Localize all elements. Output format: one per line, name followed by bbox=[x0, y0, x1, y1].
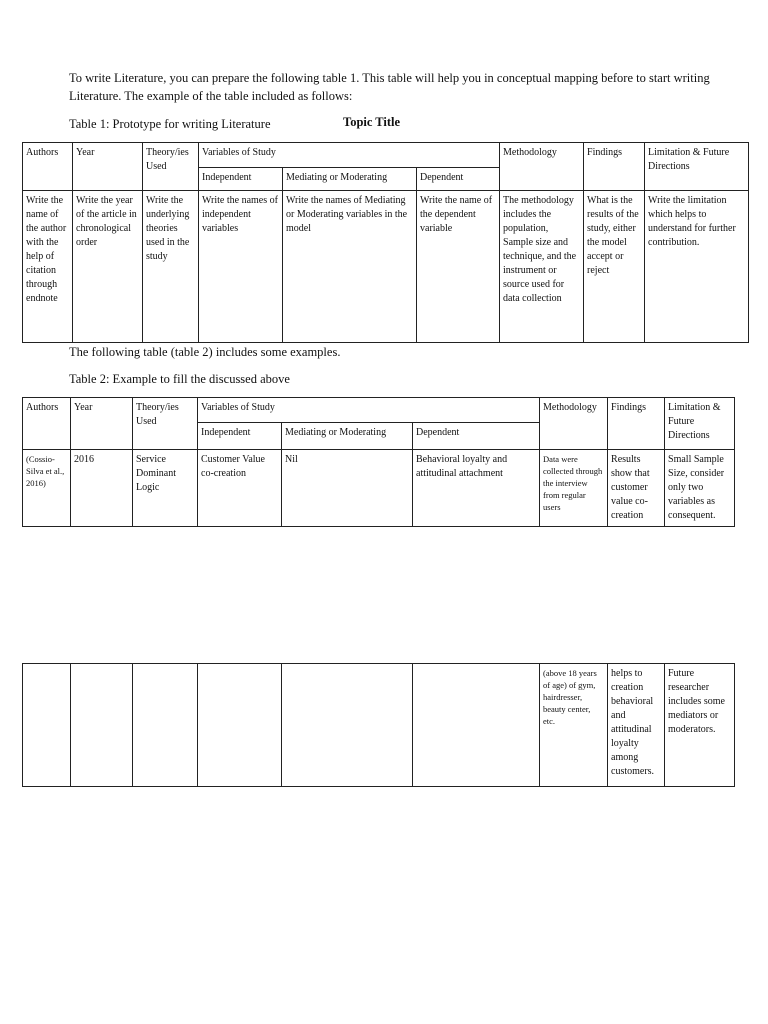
t1-header-year: Year bbox=[73, 143, 143, 191]
t1-cell-dependent: Write the name of the dependent variable bbox=[417, 191, 500, 343]
t2-header-mediating: Mediating or Moderating bbox=[282, 423, 413, 450]
t2-header-variables: Variables of Study bbox=[198, 398, 540, 423]
t3-cell-findings: helps to creation behavioral and attitudinal loyalty among customers. bbox=[608, 664, 665, 787]
t3-cell-methodology: (above 18 years of age) of gym, hairdresser, beauty center, etc. bbox=[540, 664, 608, 787]
t1-cell-independent: Write the names of independent variables bbox=[199, 191, 283, 343]
t2-cell-findings: Results show that customer value co-creation bbox=[608, 450, 665, 527]
t1-header-dependent: Dependent bbox=[417, 168, 500, 191]
t2-cell-mediating: Nil bbox=[282, 450, 413, 527]
t2-cell-limitation: Small Sample Size, consider only two variables as consequent. bbox=[665, 450, 735, 527]
t1-cell-findings: What is the results of the study, either the model accept or reject bbox=[584, 191, 645, 343]
t1-cell-methodology: The methodology includes the population, Sample size and technique, and the instrument or source used for data collection bbox=[500, 191, 584, 343]
table1 bbox=[22, 142, 749, 343]
t3-cell-limitation: Future researcher includes some mediators or moderators. bbox=[665, 664, 735, 787]
t1-header-methodology: Methodology bbox=[500, 143, 584, 191]
table2-continued bbox=[22, 663, 735, 787]
table2 bbox=[22, 397, 735, 527]
table2-caption: Table 2: Example to fill the discussed above bbox=[69, 372, 290, 386]
t3-cell-dependent bbox=[413, 664, 540, 787]
t1-header-independent: Independent bbox=[199, 168, 283, 191]
t1-cell-authors: Write the name of the author with the help of citation through endnote bbox=[23, 191, 73, 343]
intro-paragraph: To write Literature, you can prepare the following table 1. This table will help you in conceptual mapping before to start writing Literature. The example of the table included as follows: bbox=[69, 71, 710, 103]
topic-title: Topic Title bbox=[343, 115, 401, 129]
t2-cell-dependent: Behavioral loyalty and attitudinal attachment bbox=[413, 450, 540, 527]
t2-cell-authors: (Cossio-Silva et al., 2016) bbox=[23, 450, 71, 527]
t1-header-mediating: Mediating or Moderating bbox=[283, 168, 417, 191]
t2-header-authors: Authors bbox=[23, 398, 71, 450]
t3-cell-mediating bbox=[282, 664, 413, 787]
t2-header-dependent: Dependent bbox=[413, 423, 540, 450]
t1-header-findings: Findings bbox=[584, 143, 645, 191]
t2-header-year: Year bbox=[71, 398, 133, 450]
t1-cell-limitation: Write the limitation which helps to understand for further contribution. bbox=[645, 191, 749, 343]
table1-caption: Table 1: Prototype for writing Literature bbox=[69, 117, 271, 131]
t1-header-variables: Variables of Study bbox=[199, 143, 500, 168]
t2-header-findings: Findings bbox=[608, 398, 665, 450]
t2-cell-independent: Customer Value co-creation bbox=[198, 450, 282, 527]
t1-header-authors: Authors bbox=[23, 143, 73, 191]
t3-cell-authors bbox=[23, 664, 71, 787]
t2-cell-year: 2016 bbox=[71, 450, 133, 527]
t1-cell-mediating: Write the names of Mediating or Moderating variables in the model bbox=[283, 191, 417, 343]
t2-cell-methodology: Data were collected through the interview from regular users bbox=[540, 450, 608, 527]
t1-cell-theory: Write the underlying theories used in the study bbox=[143, 191, 199, 343]
t2-header-theory: Theory/ies Used bbox=[133, 398, 198, 450]
t3-cell-year bbox=[71, 664, 133, 787]
t2-header-limitation: Limitation & Future Directions bbox=[665, 398, 735, 450]
t1-header-theory: Theory/ies Used bbox=[143, 143, 199, 191]
table2-intro: The following table (table 2) includes some examples. bbox=[69, 345, 341, 359]
t3-cell-independent bbox=[198, 664, 282, 787]
t1-cell-year: Write the year of the article in chronological order bbox=[73, 191, 143, 343]
t2-header-independent: Independent bbox=[198, 423, 282, 450]
t2-header-methodology: Methodology bbox=[540, 398, 608, 450]
t2-cell-theory: Service Dominant Logic bbox=[133, 450, 198, 527]
t3-cell-theory bbox=[133, 664, 198, 787]
t1-header-limitation: Limitation & Future Directions bbox=[645, 143, 749, 191]
